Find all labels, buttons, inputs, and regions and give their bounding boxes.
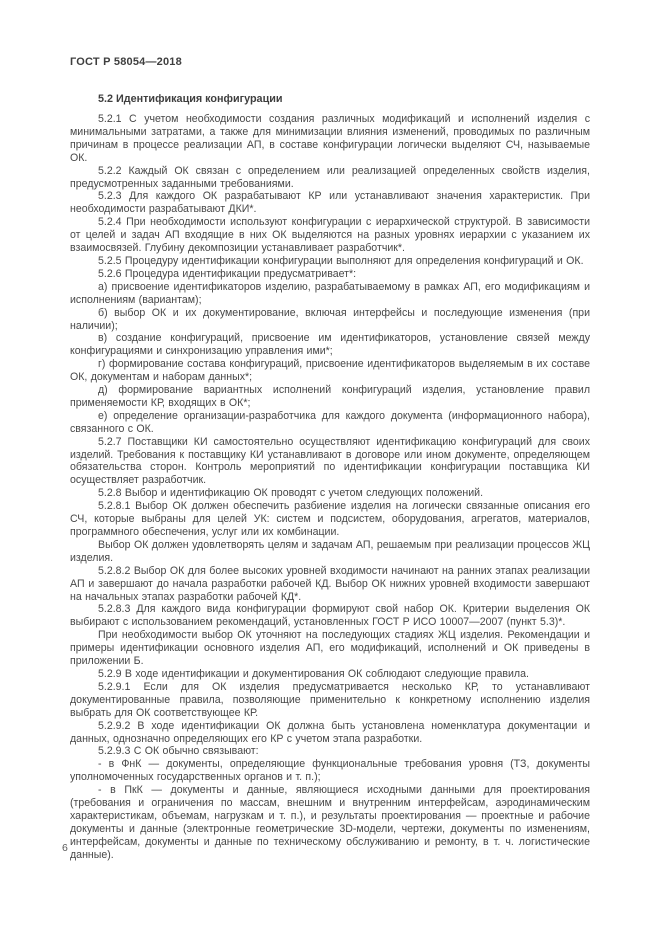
list-item-e: е) определение организации-разработчика для каждого документа (информационного набора), связанного с ОК. — [70, 409, 590, 435]
standard-header: ГОСТ Р 58054—2018 — [70, 56, 182, 68]
paragraph: 5.2.3 Для каждого ОК разрабатывают КР или устанавливают значения характеристик. При необходимости разрабатывают ДКИ*. — [70, 190, 590, 216]
paragraph: Выбор ОК должен удовлетворять целям и задачам АП, решаемым при реализации процессов ЖЦ изделия. — [70, 538, 590, 564]
page-number: 6 — [62, 842, 68, 854]
paragraph: 5.2.8.1 Выбор ОК должен обеспечить разбиение изделия на логически связанные описания его СЧ, которые выбраны для целей УК: систем и подсистем, оборудования, агрегатов, материалов, программного обеспечения, услуг или их комбинации. — [70, 500, 590, 538]
list-item-fnk: - в ФнК — документы, определяющие функциональные требования уровня (ТЗ, документы уполномоченных государственных органов и т. п.); — [70, 758, 590, 784]
paragraph: 5.2.8.2 Выбор ОК для более высоких уровней входимости начинают на ранних этапах реализации АП и завершают до начала разработки рабочей КД. Выбор ОК нижних уровней входимости завершают на начальных этапах разработки рабочей КД*. — [70, 564, 590, 603]
list-item-d: д) формирование вариантных исполнений конфигураций изделия, установление правил применяемости КР, входящих в ОК*; — [70, 384, 590, 409]
list-item-b: б) выбор ОК и их документирование, включая интерфейсы и последующие изменения (при наличии); — [70, 306, 590, 332]
paragraph: 5.2.6 Процедура идентификации предусматривает*: — [98, 267, 357, 280]
paragraph: 5.2.1 С учетом необходимости создания различных модификаций и исполнений изделия с минимальными затратами, а также для минимизации влияния изменений, проводимых по различным причинам в процессе реализации АП, в составе конфигурации логически выделяют СЧ, называемые ОК. — [70, 113, 590, 164]
page-content — [70, 56, 590, 862]
section-title: 5.2 Идентификация конфигурации — [98, 93, 283, 105]
list-item-v: в) создание конфигураций, присвоение им идентификаторов, установление связей между конфигурациями и синхронизацию управления ими*; — [70, 332, 590, 358]
paragraph: 5.2.7 Поставщики КИ самостоятельно осуществляют идентификацию конфигураций для своих изделий. Требования к поставщику КИ устанавливают в договоре или ином документе, определяющем обязательства сторон. Контроль мероприятий по идентификации конфигурации поставщика КИ осуществляет разработчик. — [70, 435, 590, 487]
paragraph: 5.2.8.3 Для каждого вида конфигурации формируют свой набор ОК. Критерии выделения ОК выбирают с использованием рекомендаций, установленных ГОСТ Р ИСО 10007—2007 (пункт 5.3)*. — [70, 603, 590, 629]
paragraph: 5.2.9.2 В ходе идентификации ОК должна быть установлена номенклатура документации и данных, однозначно определяющих его КР с учетом этапа разработки. — [70, 719, 590, 745]
paragraph: 5.2.9.1 Если для ОК изделия предусматривается несколько КР, то устанавливают документированные правила, позволяющие применительно к конкретному исполнению изделия выбрать для ОК соответствующее КР. — [70, 680, 590, 719]
paragraph: 5.2.4 При необходимости используют конфигурации с иерархической структурой. В зависимости от целей и задач АП входящие в них ОК выделяются на разных уровнях иерархии с указанием их взаимосвязей. Глубину декомпозиции устанавливает разработчик*. — [70, 216, 590, 255]
paragraph: 5.2.8 Выбор и идентификацию ОК проводят с учетом следующих положений. — [98, 487, 484, 500]
list-item-g: г) формирование состава конфигураций, присвоение идентификаторов выделяемым в их составе ОК, документам и наборам данных*; — [70, 358, 590, 384]
list-item-a: а) присвоение идентификаторов изделию, разрабатываемому в рамках АП, его модификациям и исполнениям (вариантам); — [70, 280, 590, 306]
document-body — [70, 113, 590, 862]
paragraph: 5.2.9 В ходе идентификации и документирования ОК соблюдают следующие правила. — [98, 667, 529, 680]
paragraph: 5.2.5 Процедуру идентификации конфигурации выполняют для определения конфигураций и ОК. — [98, 254, 584, 267]
paragraph: При необходимости выбор ОК уточняют на последующих стадиях ЖЦ изделия. Рекомендации и примеры идентификации основного изделия АП, его модификаций, исполнений и ОК приведены в приложении Б. — [70, 629, 590, 668]
list-item-pkk: - в ПкК — документы и данные, являющиеся исходными данными для проектирования (требования и ограничения по массам, внешним и внутренним интерфейсам, аэродинамическим характеристикам, объемам, нагрузкам и т. п.), и результаты проектирования — проектные и рабочие документы и данные (электронные геометрические 3D-модели, чертежи, документы по изменениям, интерфейсам, документы и данные по техническому обслуживанию и ремонту, в т. ч. логистические данные). — [70, 784, 590, 861]
paragraph: 5.2.9.3 С ОК обычно связывают: — [98, 745, 259, 758]
paragraph: 5.2.2 Каждый ОК связан с определением или реализацией определенных свойств изделия, предусмотренных заданными требованиями. — [70, 164, 590, 190]
